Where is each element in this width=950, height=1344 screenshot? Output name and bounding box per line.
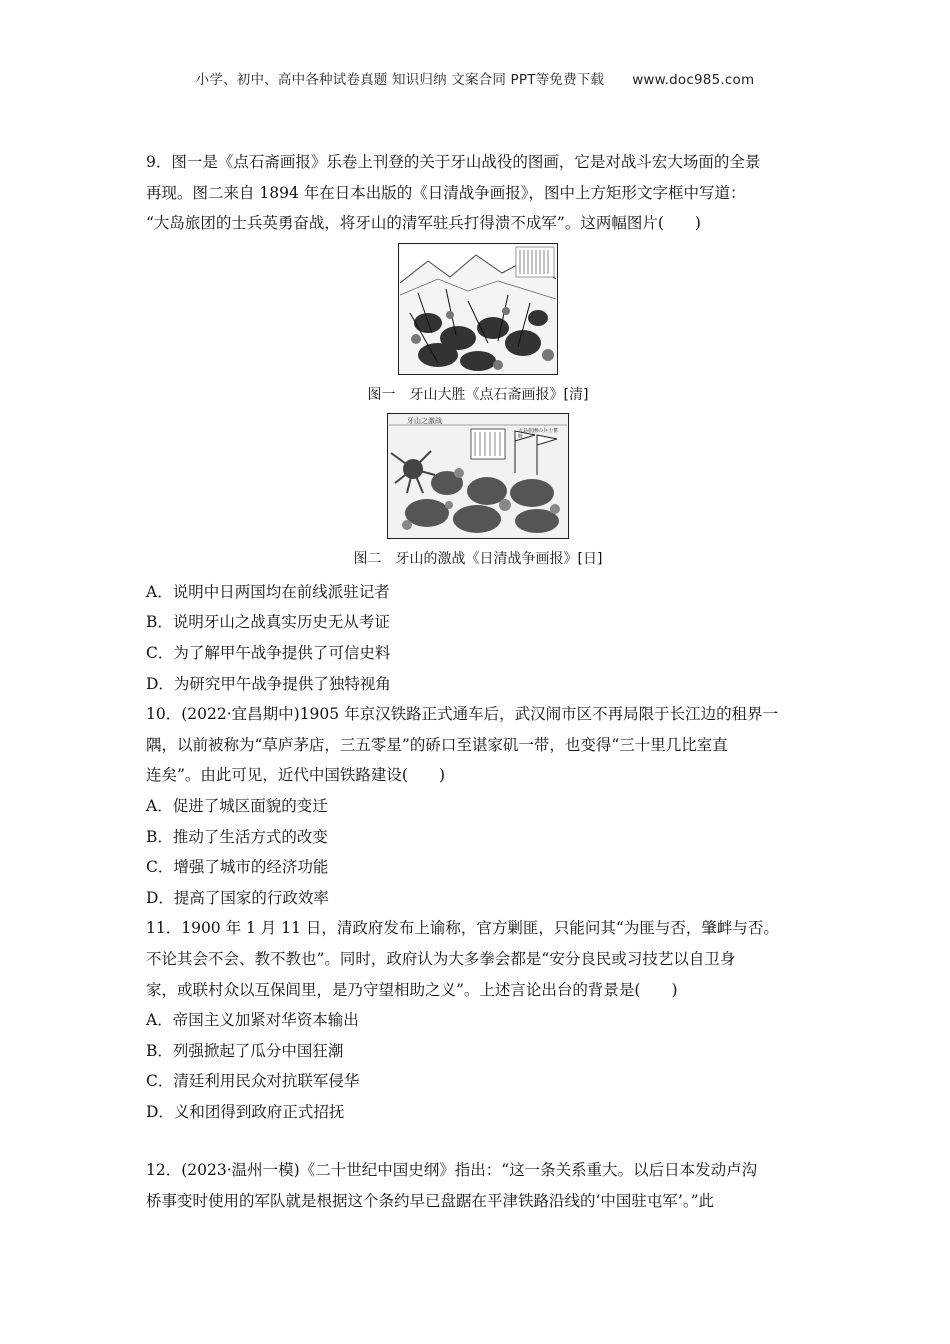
q11-option-a: A．帝国主义加紧对华资本输出 bbox=[146, 1011, 359, 1030]
header-site: www.doc985.com bbox=[632, 72, 755, 88]
document-body bbox=[146, 147, 810, 1217]
figure-1 bbox=[146, 243, 810, 405]
q9-stem-line: “大岛旅团的士兵英勇奋战，将牙山的清军驻兵打得溃不成军”。这两幅图片( ) bbox=[146, 214, 701, 233]
q11-option-c: C．清廷利用民众对抗联军侵华 bbox=[146, 1072, 360, 1091]
figure-2-textbox-label: 大島旅團の兵士奮戰 bbox=[518, 428, 559, 440]
q11-stem-line: 不论其会不会、教不教也”。同时，政府认为大多拳会都是“安分良民或习技艺以自卫身 bbox=[146, 949, 736, 968]
question-11 bbox=[146, 913, 810, 1127]
q10-stem-line: 连矣”。由此可见，近代中国铁路建设( ) bbox=[146, 766, 446, 785]
q10-option-d: D．提高了国家的行政效率 bbox=[146, 888, 329, 907]
header-tagline: 小学、初中、高中各种试卷真题 知识归纳 文案合同 PPT等免费下载 bbox=[195, 72, 605, 88]
q10-option-b: B．推动了生活方式的改变 bbox=[146, 827, 328, 846]
q10-option-c: C．增强了城市的经济功能 bbox=[146, 858, 329, 877]
q10-stem-line: 10．(2022·宜昌期中)1905 年京汉铁路正式通车后，武汉闹市区不再局限于长江边的租界一 bbox=[146, 705, 779, 724]
question-9 bbox=[146, 147, 810, 699]
figure-2-caption: 图二 牙山的激战《日清战争画报》[日] bbox=[353, 550, 603, 567]
figure-2 bbox=[146, 413, 810, 569]
q11-stem-line: 家，或联村众以互保闾里，是乃守望相助之义”。上述言论出台的背景是( ) bbox=[146, 980, 678, 999]
figure-2-banner: 牙山之激战 bbox=[407, 416, 442, 425]
q11-option-d: D．义和团得到政府正式招抚 bbox=[146, 1102, 345, 1121]
q11-stem-line: 11．1900 年 1 月 11 日，清政府发布上谕称，官方剿匪，只能问其“为匪与否，肇衅与否。 bbox=[146, 919, 779, 938]
q9-stem-line: 再现。图二来自 1894 年在日本出版的《日清战争画报》，图中上方矩形文字框中写道： bbox=[146, 183, 746, 202]
q9-option-a: A．说明中日两国均在前线派驻记者 bbox=[146, 582, 390, 601]
q10-stem-line: 隅，以前被称为“草庐茅店，三五零星”的硚口至谌家矶一带，也变得“三十里几比室直 bbox=[146, 735, 728, 754]
q12-stem-line: 12．(2023·温州一模)《二十世纪中国史纲》指出：“这一条关系重大。以后日本发动卢沟 bbox=[146, 1161, 758, 1180]
q12-stem-line: 桥事变时使用的军队就是根据这个条约早已盘踞在平津铁路沿线的‘中国驻屯军’。”此 bbox=[146, 1192, 715, 1211]
q10-option-a: A．促进了城区面貌的变迁 bbox=[146, 796, 328, 815]
q11-option-b: B．列强掀起了瓜分中国狂潮 bbox=[146, 1041, 344, 1060]
question-12 bbox=[146, 1155, 810, 1216]
page-header bbox=[0, 68, 950, 88]
figure-1-illustration bbox=[398, 243, 558, 375]
spacer bbox=[146, 1127, 810, 1155]
question-10 bbox=[146, 699, 810, 913]
q9-stem-line: 9．图一是《点石斋画报》乐卷上刊登的关于牙山战役的图画，它是对战斗宏大场面的全景 bbox=[146, 153, 761, 171]
figure-1-caption: 图一 牙山大胜《点石斋画报》[清] bbox=[367, 386, 589, 403]
q9-option-d: D．为研究甲午战争提供了独特视角 bbox=[146, 674, 391, 693]
q9-option-b: B．说明牙山之战真实历史无从考证 bbox=[146, 613, 390, 632]
q9-option-c: C．为了解甲午战争提供了可信史料 bbox=[146, 643, 391, 662]
